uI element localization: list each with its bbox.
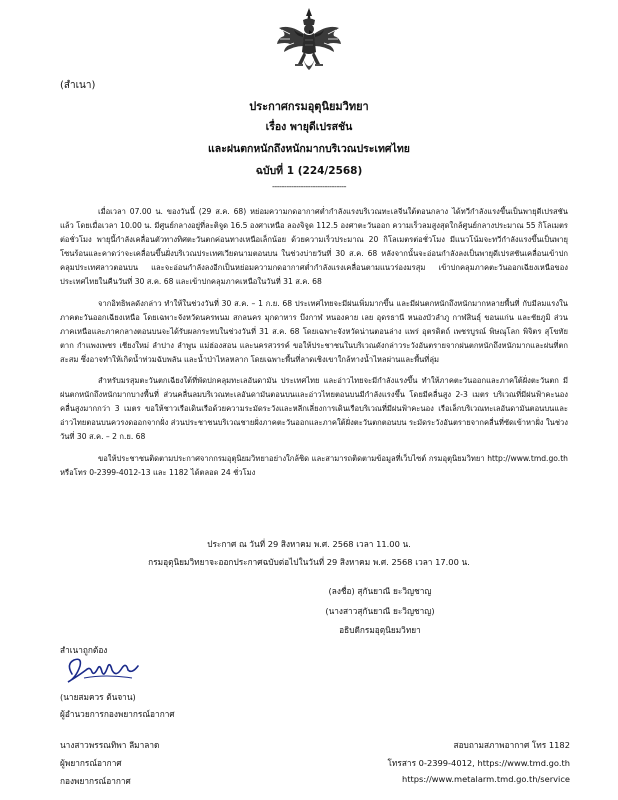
announcement-subject: เรื่อง พายุดีเปรสชัน: [265, 121, 353, 133]
body-paragraph: ขอให้ประชาชนติดตามประกาศจากกรมอุตุนิยมวิทยาอย่างใกล้ชิด และสามารถติดตามข้อมูลที่เว็บไซต์ กรมอุตุนิยมวิทยา http://www.tmd.go.th หรือโทร 0-2399-4012-13 และ 1182 ได้ตลอด 24 ชั่วโมง: [60, 453, 568, 477]
signatory-position: อธิบดีกรมอุตุนิยมวิทยา: [339, 625, 421, 635]
signatory-signed: (ลงชื่อ) สุกันยาณี ยะวิญชาญ: [328, 586, 432, 596]
contact-alert-service-link: https://www.metalarm.tmd.go.th/service: [402, 774, 570, 784]
forecaster-position: ผู้พยากรณ์อากาศ: [60, 758, 122, 768]
title-separator: -------------------------------: [272, 182, 346, 191]
certifier-name: (นายสมควร ต้นจาน): [60, 692, 136, 702]
handwritten-signature: [62, 652, 142, 686]
forecaster-name: นางสาวพรรณทิพา ลีมาลาด: [60, 740, 160, 750]
issued-date-line: ประกาศ ณ วันที่ 29 สิงหาคม พ.ศ. 2568 เวลา 11.00 น.: [207, 539, 411, 549]
contact-hotline: สอบถามสภาพอากาศ โทร 1182: [453, 740, 570, 750]
body-paragraph: จากอิทธิพลดังกล่าว ทำให้ในช่วงวันที่ 30 ส.ค. – 1 ก.ย. 68 ประเทศไทยจะมีฝนเพิ่มมากขึ้น และมีฝนตกหนักถึงหนักมากหลายพื้นที่ กับมีลมแรงในภาคตะวันออกเฉียงเหนือ โดยเฉพาะจังหวัดนครพนม สกลนคร มุกดาหาร บึงกาฬ หนองคาย เลย อุดรธานี หนองบัวลำภู กาฬสินธุ์ ขอนแก่น และชัยภูมิ ส่วนภาคเหนือและภาคกลางตอนบนจะได้รับผลกระทบในช่วงวันที่ 31 ส.ค. 68 โดยเฉพาะจังหวัดน่านตอนล่าง แพร่ อุตรดิตถ์ เพชรบูรณ์ พิษณุโลก พิจิตร สุโขทัย ตาก กำแพงเพชร เชียงใหม่ ลำปาง ลำพูน แม่ฮ่องสอน และนครสวรรค์ ขอให้ประชาชนในบริเวณดังกล่าวระวังอันตรายจากฝนตกหนักถึงหนักมากและฝนที่ตกสะสม ซึ่งอาจทำให้เกิดน้ำท่วมฉับพลัน และน้ำป่าไหลหลาก โดยเฉพาะพื้นที่ลาดเชิงเขาใกล้ทางน้ำไหลผ่านและพื้นที่ลุ่ม: [60, 298, 568, 364]
certifier-position: ผู้อำนวยการกองพยากรณ์อากาศ: [60, 709, 175, 719]
copy-label: (สำเนา): [60, 80, 96, 91]
garuda-emblem-icon: [276, 6, 342, 78]
announcement-issue-number: ฉบับที่ 1 (224/2568): [255, 165, 363, 177]
certified-copy-label: สำเนาถูกต้อง: [60, 645, 108, 655]
announcement-title: ประกาศกรมอุตุนิยมวิทยา: [249, 100, 369, 113]
next-issue-line: กรมอุตุนิยมวิทยาจะออกประกาศฉบับต่อไปในวันที่ 29 สิงหาคม พ.ศ. 2568 เวลา 17.00 น.: [148, 557, 470, 567]
signatory-name: (นางสาวสุกันยาณี ยะวิญชาญ): [325, 606, 435, 616]
announcement-body: [60, 205, 568, 487]
contact-fax-website: โทรสาร 0-2399-4012, https://www.tmd.go.th: [387, 758, 570, 768]
forecaster-division: กองพยากรณ์อากาศ: [60, 776, 131, 786]
announcement-subtitle: และฝนตกหนักถึงหนักมากบริเวณประเทศไทย: [208, 143, 410, 155]
body-paragraph: เมื่อเวลา 07.00 น. ของวันนี้ (29 ส.ค. 68) หย่อมความกดอากาศต่ำกำลังแรงบริเวณทะเลจีนใต้ตอนกลาง ได้ทวีกำลังแรงขึ้นเป็นพายุดีเปรสชันแล้ว โดยเมื่อเวลา 10.00 น. มีศูนย์กลางอยู่ที่ละติจูด 16.5 องศาเหนือ ลองจิจูด 112.5 องศาตะวันออก ความเร็วลมสูงสุดใกล้ศูนย์กลางประมาณ 55 กิโลเมตรต่อชั่วโมง พายุนี้กำลังเคลื่อนตัวทางทิศตะวันตกค่อนทางเหนือเล็กน้อย ด้วยความเร็วประมาณ 20 กิโลเมตรต่อชั่วโมง มีแนวโน้มจะทวีกำลังแรงขึ้นเป็นพายุโซนร้อนและคาดว่าจะเคลื่อนขึ้นฝั่งบริเวณประเทศเวียดนามตอนบน ในช่วงบ่ายวันที่ 30 ส.ค. 68 หลังจากนั้นจะอ่อนกำลังลงเป็นพายุดีเปรสชันเคลื่อนเข้าปกคลุมประเทศลาวตอนบน และจะอ่อนกำลังลงอีกเป็นหย่อมความกดอากาศต่ำกำลังแรงเคลื่อนตามแนวร่องมรสุม เข้าปกคลุมภาคตะวันออกเฉียงเหนือของประเทศไทยในคืนวันที่ 30 ส.ค. 68 และเข้าปกคลุมภาคเหนือในวันที่ 31 ส.ค. 68: [60, 207, 568, 287]
body-paragraph: สำหรับมรสุมตะวันตกเฉียงใต้ที่พัดปกคลุมทะเลอันดามัน ประเทศไทย และอ่าวไทยจะมีกำลังแรงขึ้น ทำให้ภาคตะวันออกและภาคใต้ฝั่งตะวันตก มีฝนตกหนักถึงหนักมากบางพื้นที่ ส่วนคลื่นลมบริเวณทะเลอันดามันตอนบนและอ่าวไทยตอนบนมีกำลังแรงขึ้น โดยมีคลื่นสูง 2-3 เมตร บริเวณที่มีฝนฟ้าคะนองคลื่นสูงมากกว่า 3 เมตร ขอให้ชาวเรือเดินเรือด้วยความระมัดระวังและหลีกเลี่ยงการเดินเรือบริเวณที่มีฝนฟ้าคะนอง เรือเล็กบริเวณทะเลอันดามันตอนบนและอ่าวไทยตอนบนควรงดออกจากฝั่ง ส่วนประชาชนบริเวณชายฝั่งภาคตะวันออกและภาคใต้ฝั่งตะวันตกตอนบน ระมัดระวังอันตรายจากคลื่นที่ซัดเข้าหาฝั่ง ในช่วงวันที่ 30 ส.ค. – 2 ก.ย. 68: [60, 376, 568, 442]
